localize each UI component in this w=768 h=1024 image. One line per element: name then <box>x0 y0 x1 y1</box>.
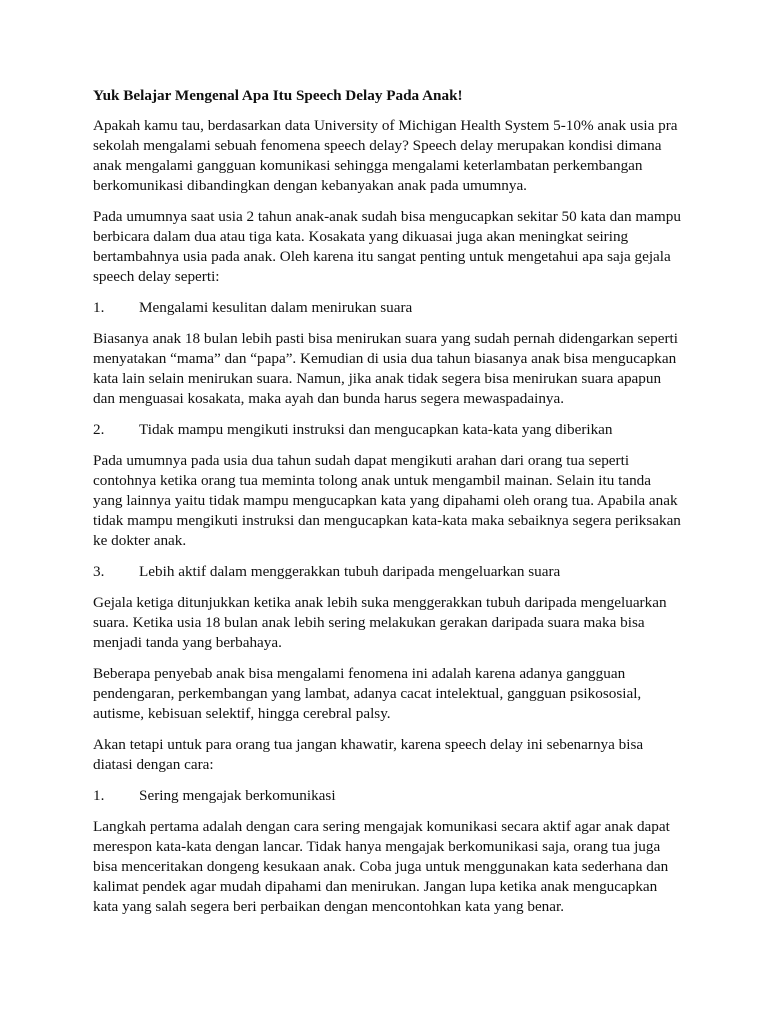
symptom-heading-2 <box>93 420 683 440</box>
list-number: 3. <box>93 563 105 580</box>
symptom-body-2: Pada umumnya pada usia dua tahun sudah dapat mengikuti arahan dari orang tua seperti contohnya ketika orang tua meminta tolong anak untuk mengambil mainan. Selain itu tanda yang lainnya yaitu tidak mampu mengucapkan kata yang dipahami oleh orang tua. Apabila anak tidak mampu mengikuti instruksi dan mengucapkan kata-kata maka sebaiknya segera periksakan ke dokter anak. <box>93 452 681 549</box>
symptom-heading-1 <box>93 298 683 318</box>
list-heading-text: Lebih aktif dalam menggerakkan tubuh daripada mengeluarkan suara <box>139 563 561 580</box>
symptom-heading-3 <box>93 562 683 582</box>
symptom-body-1: Biasanya anak 18 bulan lebih pasti bisa menirukan suara yang sudah pernah didengarkan seperti menyatakan “mama” dan “papa”. Kemudian di usia dua tahun biasanya anak bisa mengucapkan kata lain selain menirukan suara. Namun, jika anak tidak segera bisa menirukan suara apapun dan menguasai kosakata, maka ayah dan bunda harus segera mewaspadainya. <box>93 330 678 407</box>
list-number: 1. <box>93 787 105 804</box>
list-number: 2. <box>93 421 105 438</box>
solutions-intro-paragraph: Akan tetapi untuk para orang tua jangan khawatir, karena speech delay ini sebenarnya bisa diatasi dengan cara: <box>93 736 644 773</box>
intro-paragraph: Apakah kamu tau, berdasarkan data University of Michigan Health System 5-10% anak usia pra sekolah mengalami sebuah fenomena speech delay? Speech delay merupakan kondisi dimana anak mengalami gangguan komunikasi sehingga mengalami keterlambatan perkembangan berkomunikasi dibandingkan dengan kebanyakan anak pada umumnya. <box>93 117 678 194</box>
symptoms-intro-paragraph: Pada umumnya saat usia 2 tahun anak-anak sudah bisa mengucapkan sekitar 50 kata dan mampu berbicara dalam dua atau tiga kata. Kosakata yang dikuasai juga akan meningkat seiring bertambahnya usia pada anak. Oleh karena itu sangat penting untuk mengetahui apa saja gejala speech delay seperti: <box>93 208 681 285</box>
solution-heading-1 <box>93 786 683 806</box>
list-heading-text: Sering mengajak berkomunikasi <box>139 787 336 804</box>
symptom-body-3: Gejala ketiga ditunjukkan ketika anak lebih suka menggerakkan tubuh daripada mengeluarkan suara. Ketika usia 18 bulan anak lebih sering melakukan gerakan daripada suara maka bisa menjadi tanda yang berbahaya. <box>93 594 667 651</box>
causes-paragraph: Beberapa penyebab anak bisa mengalami fenomena ini adalah karena adanya gangguan pendengaran, perkembangan yang lambat, adanya cacat intelektual, gangguan psikososial, autisme, kebisuan selektif, hingga cerebral palsy. <box>93 665 642 722</box>
document-page <box>93 86 683 928</box>
list-number: 1. <box>93 299 105 316</box>
solution-body-1: Langkah pertama adalah dengan cara sering mengajak komunikasi secara aktif agar anak dapat merespon kata-kata dengan lancar. Tidak hanya mengajak berkomunikasi saja, orang tua juga bisa menceritakan dongeng kesukaan anak. Coba juga untuk menggunakan kata sederhana dan kalimat pendek agar mudah dipahami dan menirukan. Jangan lupa ketika anak mengucapkan kata yang salah segera beri perbaikan dengan mencontohkan kata yang benar. <box>93 818 670 915</box>
document-title: Yuk Belajar Mengenal Apa Itu Speech Delay Pada Anak! <box>93 87 463 104</box>
list-heading-text: Tidak mampu mengikuti instruksi dan mengucapkan kata-kata yang diberikan <box>139 421 613 438</box>
list-heading-text: Mengalami kesulitan dalam menirukan suara <box>139 299 413 316</box>
